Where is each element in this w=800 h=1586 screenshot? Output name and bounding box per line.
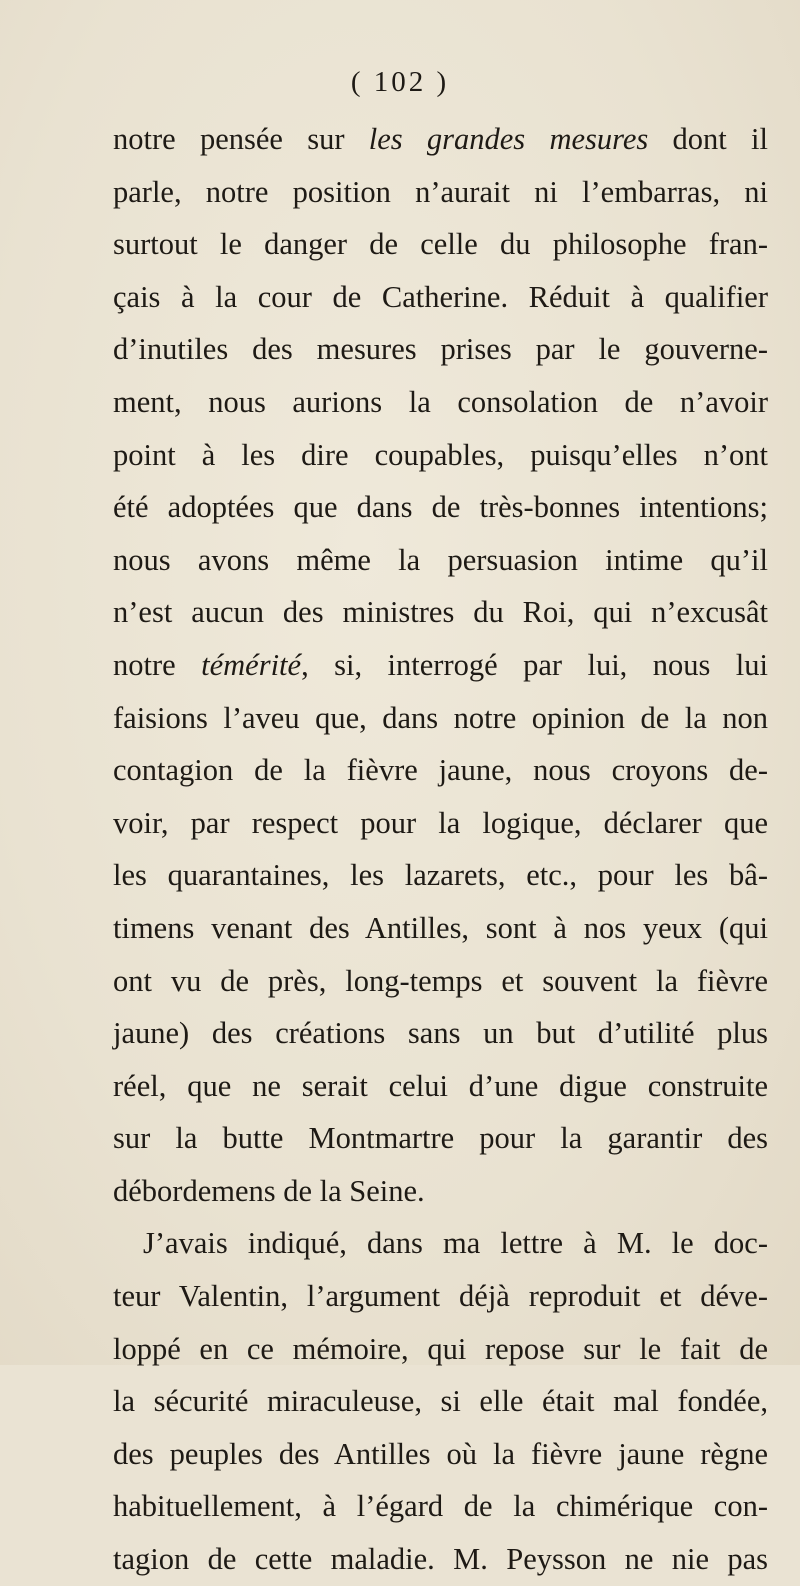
paragraph-end-line: débordemens de la Seine. [113, 1173, 425, 1208]
text-line: nous avons même la persuasion intime qu’il [113, 542, 768, 577]
text-line: sur la butte Montmartre pour la garantir des [113, 1121, 768, 1156]
text-line: les quarantaines, les lazarets, etc., pour les bâ- [113, 858, 768, 893]
text-line: point à les dire coupables, puisqu’elles n’ont [113, 437, 768, 472]
text-line: timens venant des Antilles, sont à nos yeux (qui [113, 910, 768, 945]
italic-phrase: les grandes mesures [368, 122, 649, 156]
text-line: faisions l’aveu que, dans notre opinion de la non [113, 700, 768, 735]
text-line: ment, nous aurions la consolation de n’avoir [113, 384, 768, 419]
paragraph-start-line: J’avais indiqué, dans ma lettre à M. le doc- [143, 1226, 768, 1261]
text-line: n’est aucun des ministres du Roi, qui n’excusât [113, 595, 768, 630]
text-line: des peuples des Antilles où la fièvre jaune règne [113, 1436, 768, 1471]
text-line: notre témérité, si, interrogé par lui, nous lui [113, 647, 769, 682]
text-line: habituellement, à l’égard de la chimérique con- [113, 1489, 768, 1524]
text-line: jaune) des créations sans un but d’utilité plus [113, 1016, 768, 1051]
text-line: voir, par respect pour la logique, déclarer que [113, 805, 768, 840]
text-line: ont vu de près, long-temps et souvent la fièvre [113, 963, 768, 998]
text-line: été adoptées que dans de très-bonnes intentions; [113, 490, 768, 525]
italic-word: témérité [201, 647, 302, 682]
text-line: notre pensée sur les grandes mesures dont il [113, 122, 768, 156]
text-line: tagion de cette maladie. M. Peysson ne nie pas [113, 1542, 768, 1577]
text-line: réel, que ne serait celui d’une digue construite [113, 1068, 768, 1103]
text-line: surtout le danger de celle du philosophe fran- [113, 227, 768, 262]
text-line: contagion de la fièvre jaune, nous croyons de- [113, 753, 768, 788]
text-line: loppé en ce mémoire, qui repose sur le fait de [113, 1331, 768, 1366]
text-line: teur Valentin, l’argument déjà reproduit et déve- [113, 1279, 768, 1314]
text-line: la sécurité miraculeuse, si elle était mal fondée, [113, 1384, 768, 1419]
text-line: parle, notre position n’aurait ni l’embarras, ni [113, 174, 768, 209]
text-line: d’inutiles des mesures prises par le gouverne- [113, 332, 768, 367]
page-number: ( 102 ) [350, 66, 450, 98]
text-line: çais à la cour de Catherine. Réduit à qualifier [113, 279, 768, 314]
